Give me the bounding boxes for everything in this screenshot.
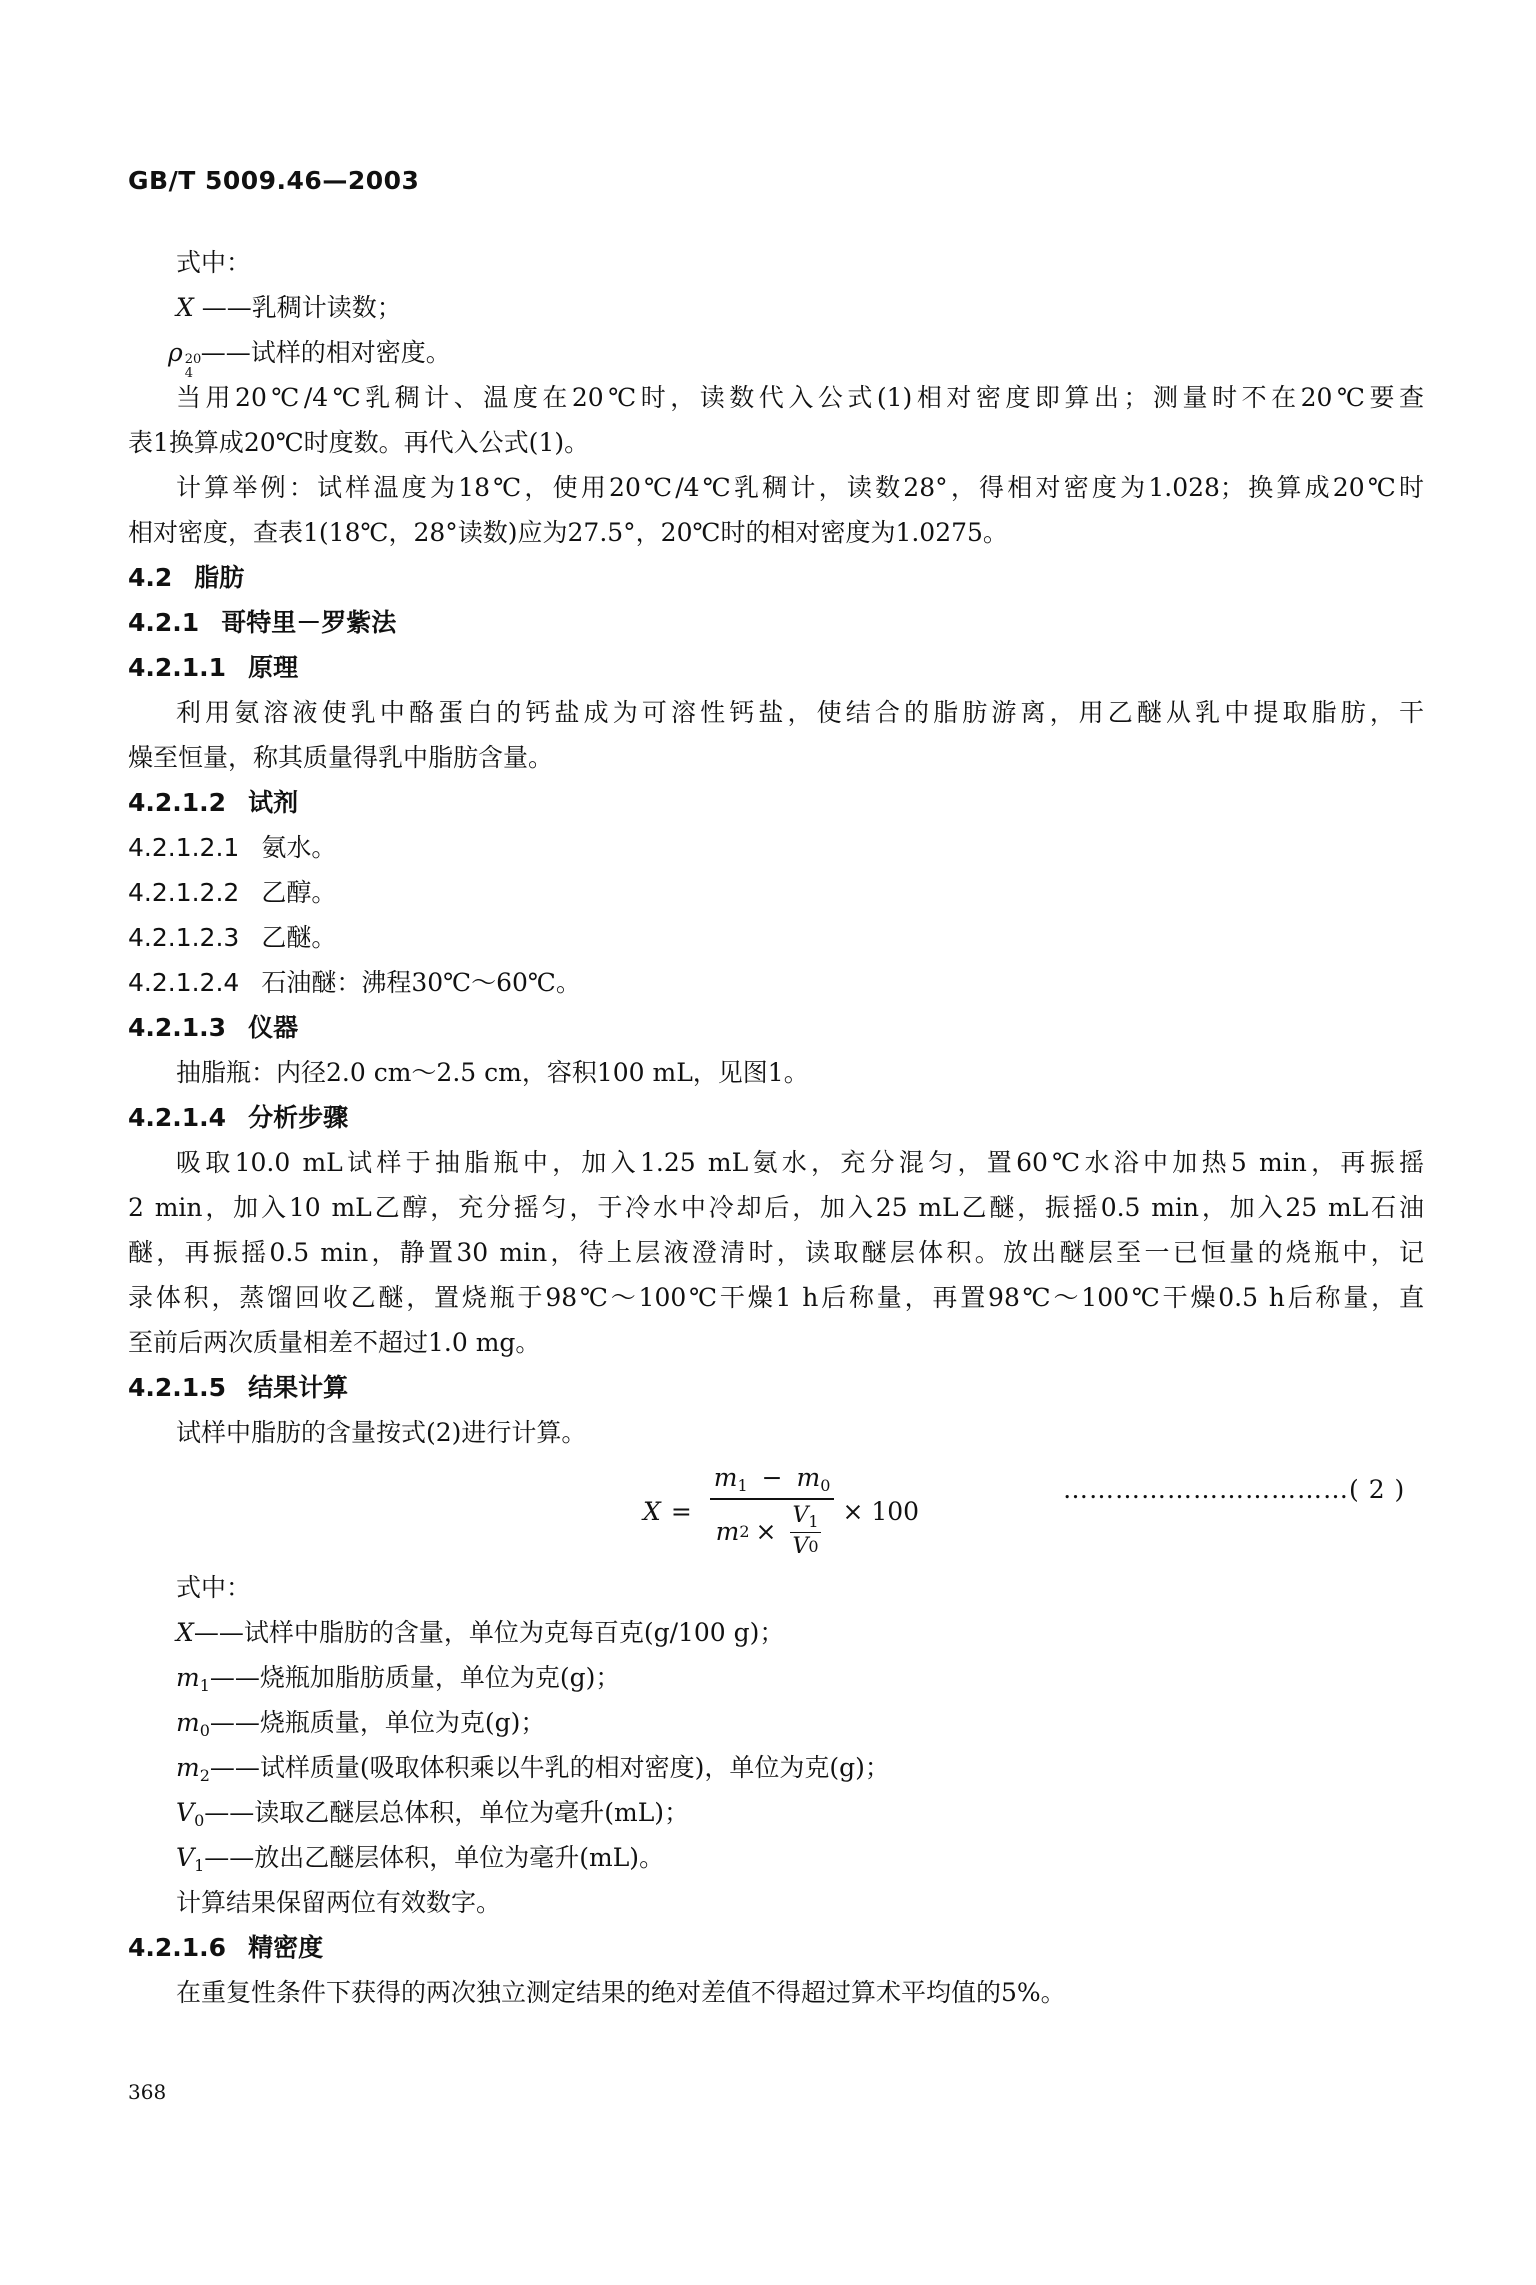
definition-item: $m_2——$试样质量(吸取体积乘以牛乳的相对密度)，单位为克(g)； [176, 1753, 890, 1785]
procedure-line: 2 min，加入10 mL乙醇，充分摇匀，于冷水中冷却后，加入25 mL乙醚，振摇0.5 min，加入25 mL石油 [128, 1193, 1424, 1222]
reagent-item: 4.2.1.2.2 乙醇。 [128, 878, 337, 907]
rounding-note: 计算结果保留两位有效数字。 [176, 1888, 502, 1917]
definition-item: X——试样中脂肪的含量，单位为克每百克(g/100 g)； [176, 1618, 785, 1647]
shizhong-label: 式中： [176, 1573, 252, 1602]
heading-4-2: 4.2 脂肪 [128, 563, 245, 592]
paragraph-line: 表1换算成20℃时度数。再代入公式(1)。 [128, 428, 590, 457]
paragraph-line: 燥至恒量，称其质量得乳中脂肪含量。 [128, 743, 554, 772]
calc-intro: 试样中脂肪的含量按式(2)进行计算。 [176, 1418, 587, 1447]
definition-x-reading: X ——乳稠计读数； [176, 293, 402, 322]
procedure-line: 至前后两次质量相差不超过1.0 mg。 [128, 1328, 541, 1357]
main-fraction: $m_1 - m_0$ m 2 × $V_1$ V 0 [710, 1463, 835, 1559]
definition-item: $m_1——$烧瓶加脂肪质量，单位为克(g)； [176, 1663, 621, 1695]
paragraph-line: 利用氨溶液使乳中酪蛋白的钙盐成为可溶性钙盐，使结合的脂肪游离，用乙醚从乳中提取脂肪，干 [176, 698, 1424, 727]
reagent-item: 4.2.1.2.1 氨水。 [128, 833, 337, 862]
volume-fraction: $V_1$ V 0 [792, 1503, 819, 1559]
definition-item: $m_0——$烧瓶质量，单位为克(g)； [176, 1708, 546, 1740]
heading-4-2-1-6: 4.2.1.6 精密度 [128, 1933, 324, 1962]
formula-expression: X = $m_1 - m_0$ m 2 × $V_1$ V 0 × 100 [643, 1463, 920, 1559]
paragraph-line: 计算举例：试样温度为18℃，使用20℃/4℃乳稠计，读数28°，得相对密度为1.028；换算成20℃时 [176, 473, 1424, 502]
page-number: 368 [128, 2080, 167, 2104]
heading-4-2-1: 4.2.1 哥特里－罗紫法 [128, 608, 397, 637]
definition-item: $V_1——$放出乙醚层体积，单位为毫升(mL)。 [176, 1843, 665, 1875]
reagent-item: 4.2.1.2.3 乙醚。 [128, 923, 337, 952]
heading-4-2-1-5: 4.2.1.5 结果计算 [128, 1373, 349, 1402]
definition-item: $V_0——$读取乙醚层总体积，单位为毫升(mL)； [176, 1798, 690, 1830]
running-header: GB/T 5009.46—2003 [128, 166, 420, 195]
procedure-line: 录体积，蒸馏回收乙醚，置烧瓶于98℃～100℃干燥1 h后称量，再置98℃～100℃干燥0.5 h后称量，直 [128, 1283, 1424, 1312]
document-body [128, 240, 1428, 2015]
heading-4-2-1-1: 4.2.1.1 原理 [128, 653, 299, 682]
heading-4-2-1-4: 4.2.1.4 分析步骤 [128, 1103, 349, 1132]
precision-text: 在重复性条件下获得的两次独立测定结果的绝对差值不得超过算术平均值的5%。 [176, 1978, 1066, 2007]
definition-rho-density: ρ 20 4 ——试样的相对密度。 [168, 338, 451, 381]
paragraph-line: 相对密度，查表1(18℃，28°读数)应为27.5°，20℃时的相对密度为1.0275。 [128, 518, 1008, 547]
formula-2 [128, 1455, 1428, 1565]
apparatus-text: 抽脂瓶：内径2.0 cm～2.5 cm，容积100 mL，见图1。 [176, 1058, 809, 1087]
paragraph-line: 当用20℃/4℃乳稠计、温度在20℃时，读数代入公式(1)相对密度即算出；测量时不在20℃要查 [176, 383, 1424, 412]
procedure-line: 吸取10.0 mL试样于抽脂瓶中，加入1.25 mL氨水，充分混匀，置60℃水浴中加热5 min，再振摇 [176, 1148, 1424, 1177]
heading-4-2-1-3: 4.2.1.3 仪器 [128, 1013, 299, 1042]
heading-4-2-1-2: 4.2.1.2 试剂 [128, 788, 299, 817]
reagent-item: 4.2.1.2.4 石油醚：沸程30℃～60℃。 [128, 968, 581, 997]
equation-number: ……………………………( 2 ) [1063, 1475, 1406, 1504]
shizhong-label: 式中： [176, 248, 252, 277]
procedure-line: 醚，再振摇0.5 min，静置30 min，待上层液澄清时，读取醚层体积。放出醚层至一已恒量的烧瓶中，记 [128, 1238, 1424, 1267]
